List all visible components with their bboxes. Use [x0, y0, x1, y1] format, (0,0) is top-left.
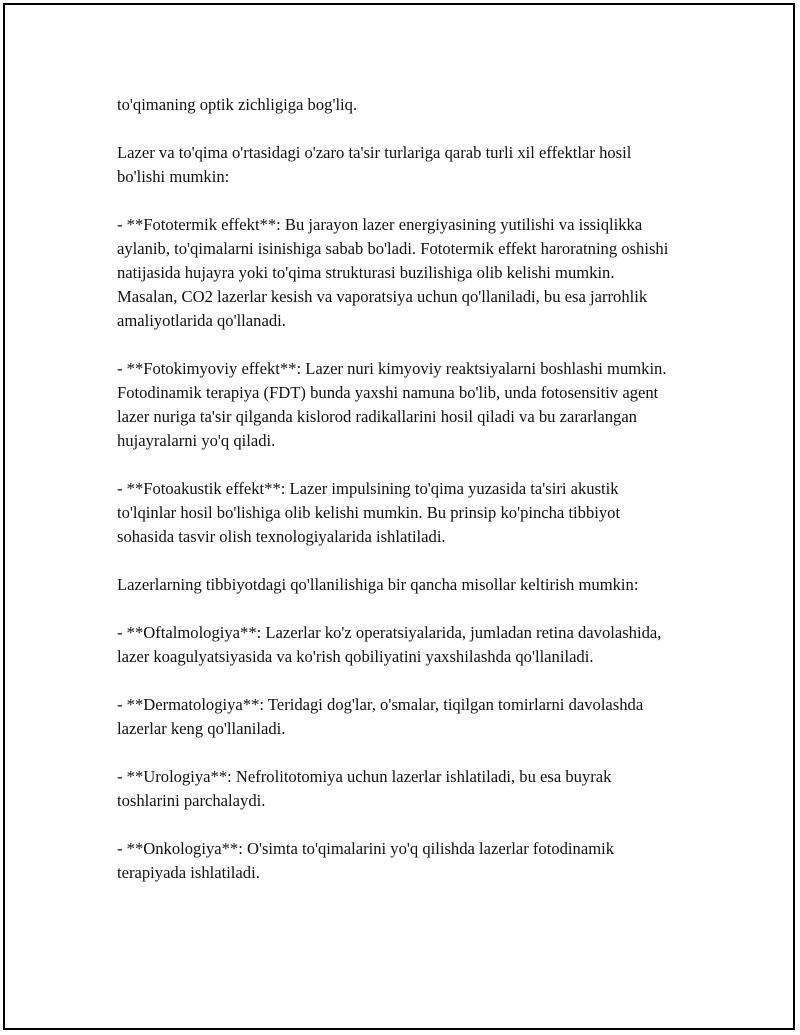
- paragraph-dermatology: - **Dermatologiya**: Teridagi dog'lar, o'smalar, tiqilgan tomirlarni davolashda lazerlar keng qo'llaniladi.: [117, 695, 644, 738]
- paragraph-medical-applications-intro: Lazerlarning tibbiyotdagi qo'llanilishiga bir qancha misollar keltirish mumkin:: [117, 575, 639, 594]
- paragraph-photochemical-effect: - **Fotokimyoviy effekt**: Lazer nuri kimyoviy reaktsiyalarni boshlashi mumkin. Fotodinamik terapiya (FDT) bunda yaxshi namuna bo'lib, unda fotosensitiv agent lazer nuriga ta'sir qilganda kislorod radikallarini hosil qiladi va bu zararlangan hujayralarni yo'q qiladi.: [117, 359, 667, 450]
- paragraph-oncology: - **Onkologiya**: O'simta to'qimalarini yo'q qilishda lazerlar fotodinamik terapiyada ishlatiladi.: [117, 839, 615, 882]
- paragraph-ophthalmology: - **Oftalmologiya**: Lazerlar ko'z operatsiyalarida, jumladan retina davolashida, lazer koagulyatsiyasida va ko'rish qobiliyatini yaxshilashda qo'llaniladi.: [117, 623, 662, 666]
- paragraph-interaction-intro: Lazer va to'qima o'rtasidagi o'zaro ta'sir turlariga qarab turli xil effektlar hosil bo'lishi mumkin:: [117, 143, 632, 186]
- document-body: [117, 93, 677, 909]
- paragraph-optical-density: to'qimaning optik zichligiga bog'liq.: [117, 95, 358, 114]
- paragraph-photothermal-effect: - **Fototermik effekt**: Bu jarayon lazer energiyasining yutilishi va issiqlikka aylanib, to'qimalarni isinishiga sabab bo'ladi. Fototermik effekt haroratning oshishi natijasida hujayra yoki to'qima strukturasi buzilishiga olib kelishi mumkin. Masalan, CO2 lazerlar kesish va vaporatsiya uchun qo'llaniladi, bu esa jarrohlik amaliyotlarida qo'llanadi.: [117, 215, 669, 330]
- paragraph-photoacoustic-effect: - **Fotoakustik effekt**: Lazer impulsining to'qima yuzasida ta'siri akustik to'lqinlar hosil bo'lishiga olib kelishi mumkin. Bu prinsip ko'pincha tibbiyot sohasida tasvir olish texnologiyalarida ishlatiladi.: [117, 479, 621, 546]
- paragraph-urology: - **Urologiya**: Nefrolitotomiya uchun lazerlar ishlatiladi, bu esa buyrak toshlarini parchalaydi.: [117, 767, 612, 810]
